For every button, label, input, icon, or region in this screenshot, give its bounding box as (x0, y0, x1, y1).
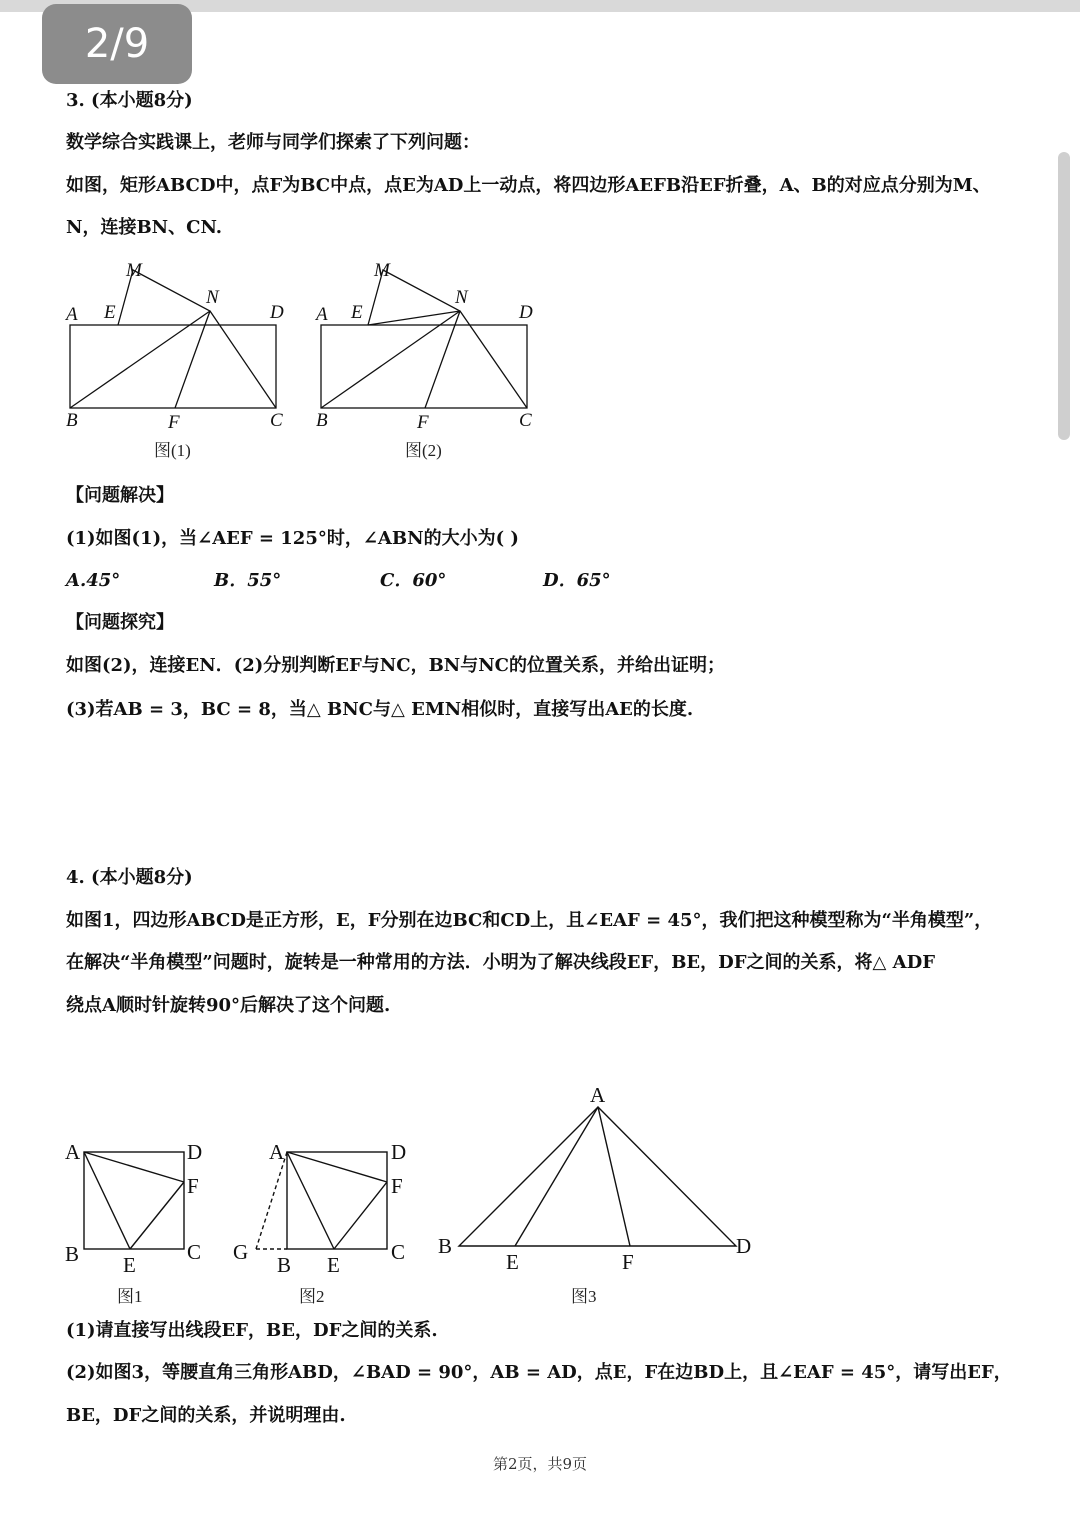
option-c: C．60° (380, 570, 447, 591)
q4-stem-line1: 如图1，四边形ABCD是正方形，E，F分别在边BC和CD上，且∠EAF = 45°，我们把这种模型称为“半角模型”， (66, 910, 993, 931)
caption-fig-4-2: 图2 (299, 1287, 325, 1306)
caption-fig-1: 图(1) (154, 441, 191, 460)
label-e-f2: E (327, 1253, 340, 1277)
label-d-1: D (270, 302, 284, 323)
label-m-2: M (374, 260, 390, 281)
option-a: A.45° (66, 570, 121, 591)
label-e-f3: E (506, 1250, 519, 1274)
fold-polygon-1 (118, 270, 210, 408)
fold-polygon-2 (368, 270, 460, 408)
page-indicator-badge: 2/9 (42, 4, 192, 84)
q3-part2: 如图(2)，连接EN．(2)分别判断EF与NC，BN与NC的位置关系，并给出证明； (66, 655, 726, 676)
label-f-f2: F (391, 1174, 403, 1198)
label-a-f1: A (65, 1140, 81, 1164)
q3-title: 3. (本小题8分) (66, 90, 193, 111)
option-d: D．65° (543, 570, 611, 591)
caption-fig-4-3: 图3 (571, 1287, 597, 1306)
label-f-1: F (168, 412, 180, 433)
q3-section-exploration: 【问题探究】 (66, 612, 174, 633)
label-n-2: N (455, 287, 468, 308)
segment-en-2 (368, 311, 460, 325)
label-d-f3: D (736, 1234, 752, 1258)
segment-ae-1 (84, 1152, 130, 1249)
q4-part2-line2: BE，DF之间的关系，并说明理由. (66, 1405, 346, 1426)
label-b-f1: B (65, 1242, 80, 1266)
label-c-2: C (519, 410, 532, 431)
label-f-2: F (417, 412, 429, 433)
rect-abcd-2 (321, 325, 527, 408)
label-b-f2: B (277, 1253, 292, 1277)
caption-fig-4-1: 图1 (117, 1287, 143, 1306)
q3-intro: 数学综合实践课上，老师与同学们探索了下列问题： (66, 132, 480, 153)
q3-figure-2 (321, 270, 527, 408)
segment-af-2 (287, 1152, 387, 1182)
page-footer: 第2页，共9页 (492, 1455, 588, 1473)
label-a-2: A (316, 304, 328, 325)
segment-ef-2 (334, 1182, 387, 1249)
label-e-2: E (351, 302, 363, 323)
label-f-f1: F (187, 1174, 199, 1198)
label-a-1: A (66, 304, 78, 325)
caption-fig-2: 图(2) (405, 441, 442, 460)
segment-af-1 (84, 1152, 184, 1182)
segment-ag-dashed (256, 1152, 287, 1249)
q4-figures (55, 1075, 775, 1315)
segment-ae-2 (287, 1152, 334, 1249)
label-a-f3: A (590, 1083, 606, 1107)
q4-part2-line1: (2)如图3，等腰直角三角形ABD，∠BAD = 90°，AB = AD，点E，F在边BD上，且∠EAF = 45°，请写出EF， (66, 1362, 1012, 1383)
label-c-f1: C (187, 1240, 202, 1264)
label-e-1: E (104, 302, 116, 323)
segment-ae-3 (515, 1107, 598, 1246)
scrollbar-thumb[interactable] (1058, 152, 1070, 440)
label-d-2: D (519, 302, 533, 323)
q3-section-problem-solving: 【问题解决】 (66, 485, 174, 506)
label-b-2: B (316, 410, 328, 431)
q4-title: 4. (本小题8分) (66, 867, 193, 888)
label-c-1: C (270, 410, 283, 431)
q3-part1: (1)如图(1)，当∠AEF = 125°时，∠ABN的大小为( ) (66, 528, 519, 549)
label-f-f3: F (622, 1250, 634, 1274)
q4-figure-1 (84, 1152, 184, 1249)
option-b: B．55° (214, 570, 282, 591)
triangle-abd (459, 1107, 736, 1246)
q3-figures (60, 255, 560, 470)
q3-stem-line2: N，连接BN、CN. (66, 217, 223, 238)
label-m-1: M (126, 260, 142, 281)
label-d-f2: D (391, 1140, 407, 1164)
q4-stem-line2: 在解决“半角模型”问题时，旋转是一种常用的方法．小明为了解决线段EF，BE，DF之间的关系，将△ ADF (66, 952, 935, 973)
rect-abcd-1 (70, 325, 276, 408)
label-b-f3: B (438, 1234, 453, 1258)
label-e-f1: E (123, 1253, 136, 1277)
label-c-f2: C (391, 1240, 406, 1264)
label-d-f1: D (187, 1140, 203, 1164)
q3-figure-1 (70, 270, 276, 408)
q4-figure-3 (459, 1107, 736, 1246)
q4-stem-line3: 绕点A顺时针旋转90°后解决了这个问题. (66, 995, 391, 1016)
label-a-f2: A (269, 1140, 285, 1164)
segment-ef-1 (130, 1182, 184, 1249)
segment-af-3 (598, 1107, 630, 1246)
label-b-1: B (66, 410, 78, 431)
label-n-1: N (206, 287, 219, 308)
q3-stem-line1: 如图，矩形ABCD中，点F为BC中点，点E为AD上一动点，将四边形AEFB沿EF折叠，A、B的对应点分别为M、 (66, 175, 991, 196)
q4-part1: (1)请直接写出线段EF，BE，DF之间的关系. (66, 1320, 438, 1341)
q3-part3: (3)若AB = 3，BC = 8，当△ BNC与△ EMN相似时，直接写出AE的长度. (66, 699, 694, 720)
label-g-f2: G (233, 1240, 249, 1264)
q4-figure-2 (256, 1152, 387, 1249)
